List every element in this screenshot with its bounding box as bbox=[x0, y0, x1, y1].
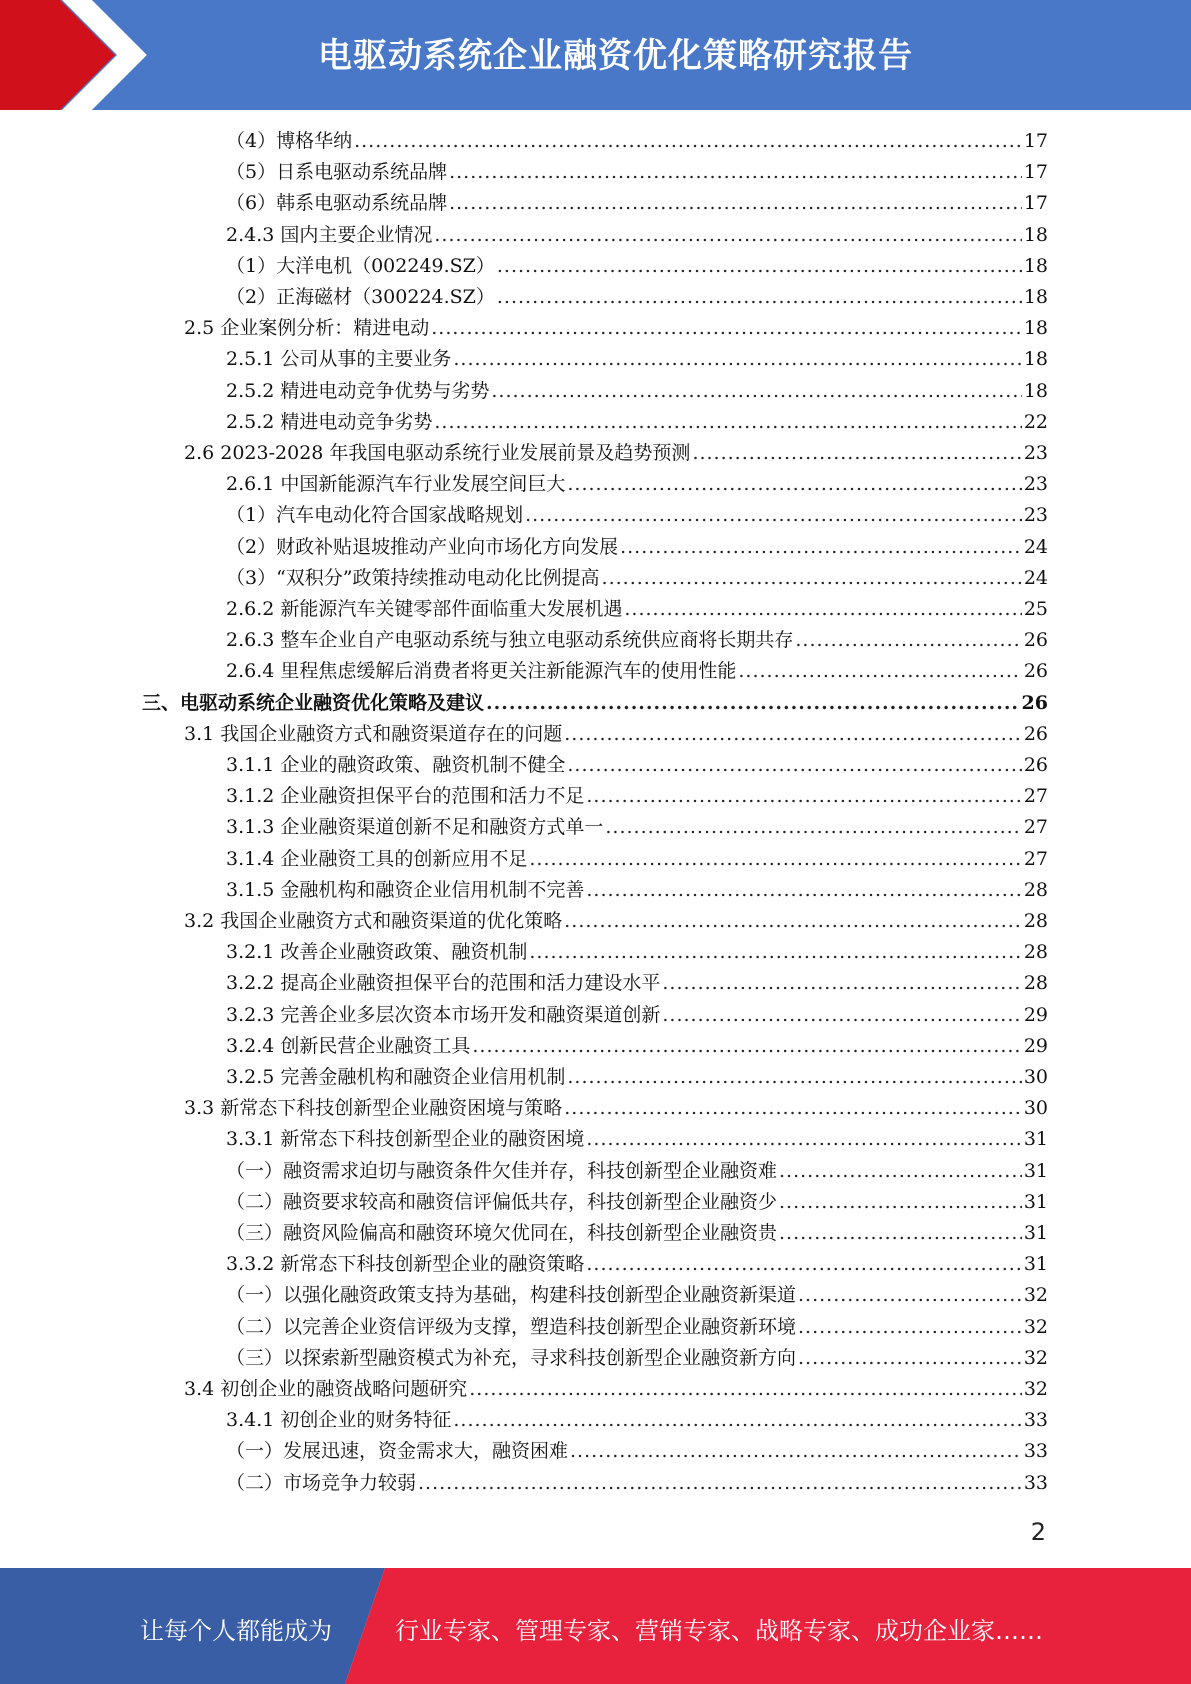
toc-entry[interactable] bbox=[226, 344, 1048, 375]
toc-entry-title: 2.4.3 国内主要企业情况 bbox=[226, 223, 433, 246]
page-header bbox=[0, 0, 1191, 110]
toc-entry-title: 3.3.2 新常态下科技创新型企业的融资策略 bbox=[226, 1253, 585, 1276]
toc-entry-title: 3.2.1 改善企业融资政策、融资机制 bbox=[226, 941, 528, 964]
toc-leader-dots bbox=[662, 1000, 1021, 1031]
toc-entry-title: 3.3 新常态下科技创新型企业融资困境与策略 bbox=[184, 1097, 563, 1120]
toc-entry-page: 26 bbox=[1023, 722, 1048, 745]
toc-entry-title: （一）以强化融资政策支持为基础，构建科技创新型企业融资新渠道 bbox=[226, 1284, 797, 1307]
toc-entry-title: 3.2.2 提高企业融资担保平台的范围和活力建设水平 bbox=[226, 972, 661, 995]
toc-entry[interactable] bbox=[226, 188, 1048, 219]
toc-entry-page: 30 bbox=[1023, 1066, 1048, 1088]
toc-entry-title: 3.1.3 企业融资渠道创新不足和融资方式单一 bbox=[226, 816, 604, 839]
toc-leader-dots bbox=[798, 1280, 1022, 1311]
toc-entry-title: （3）“双积分”政策持续推动电动化比例提高 bbox=[226, 566, 600, 589]
toc-entry-title: （三）融资风险偏高和融资环境欠优同在，科技创新型企业融资贵 bbox=[226, 1222, 778, 1244]
toc-entry-page: 17 bbox=[1023, 130, 1048, 152]
toc-leader-dots bbox=[798, 1343, 1022, 1374]
toc-entry-page: 32 bbox=[1023, 1284, 1048, 1307]
toc-entry-title: 2.5.2 精进电动竞争优势与劣势 bbox=[226, 379, 490, 402]
toc-entry-title: 2.6 2023-2028 年我国电驱动系统行业发展前景及趋势预测 bbox=[184, 442, 691, 464]
toc-leader-dots bbox=[692, 438, 1021, 469]
toc-entry-page: 31 bbox=[1023, 1159, 1048, 1182]
toc-entry-page: 17 bbox=[1023, 161, 1048, 184]
toc-entry-page: 33 bbox=[1023, 1471, 1048, 1494]
toc-entry[interactable] bbox=[226, 1156, 1048, 1187]
toc-entry[interactable] bbox=[184, 906, 1048, 937]
toc-entry-page: 25 bbox=[1023, 598, 1048, 620]
toc-entry[interactable] bbox=[226, 1280, 1048, 1311]
toc-leader-dots bbox=[624, 594, 1021, 625]
toc-entry-page: 32 bbox=[1023, 1346, 1048, 1369]
toc-entry-page: 31 bbox=[1023, 1128, 1048, 1151]
toc-entry-title: 3.1.1 企业的融资政策、融资机制不健全 bbox=[226, 754, 566, 776]
toc-entry-title: （2）财政补贴退坡推动产业向市场化方向发展 bbox=[226, 535, 619, 558]
toc-entry-page: 28 bbox=[1023, 878, 1048, 901]
toc-entry[interactable] bbox=[226, 781, 1048, 812]
toc-leader-dots bbox=[525, 500, 1022, 531]
toc-entry-title: 3.2.3 完善企业多层次资本市场开发和融资渠道创新 bbox=[226, 1003, 661, 1026]
toc-entry-title: 3.4 初创企业的融资战略问题研究 bbox=[184, 1378, 468, 1400]
toc-entry[interactable] bbox=[226, 376, 1048, 407]
toc-entry[interactable] bbox=[226, 1405, 1048, 1436]
toc-entry[interactable] bbox=[184, 719, 1048, 750]
toc-leader-dots bbox=[570, 1436, 1022, 1467]
toc-entry-page: 27 bbox=[1023, 816, 1048, 839]
toc-leader-dots bbox=[620, 532, 1022, 563]
toc-entry-page: 22 bbox=[1023, 410, 1048, 433]
toc-entry-page: 18 bbox=[1023, 348, 1048, 371]
toc-entry-page: 26 bbox=[1023, 754, 1048, 776]
toc-entry[interactable] bbox=[184, 438, 1048, 469]
toc-leader-dots bbox=[738, 656, 1021, 687]
toc-entry-page: 30 bbox=[1023, 1097, 1048, 1120]
toc-entry-title: 2.6.3 整车企业自产电驱动系统与独立电驱动系统供应商将长期共存 bbox=[226, 629, 794, 652]
toc-entry[interactable] bbox=[226, 1031, 1048, 1062]
toc-entry-page: 32 bbox=[1023, 1378, 1048, 1400]
toc-entry-title: 3.1.5 金融机构和融资企业信用机制不完善 bbox=[226, 878, 585, 901]
toc-entry[interactable] bbox=[226, 1436, 1048, 1467]
toc-entry[interactable] bbox=[226, 656, 1048, 687]
toc-entry[interactable] bbox=[226, 563, 1048, 594]
toc-entry-page: 18 bbox=[1023, 379, 1048, 402]
toc-entry-page: 33 bbox=[1023, 1409, 1048, 1432]
toc-entry-title: （2）正海磁材（300224.SZ） bbox=[226, 286, 495, 308]
toc-entry-title: 3.1.2 企业融资担保平台的范围和活力不足 bbox=[226, 785, 585, 808]
toc-entry[interactable] bbox=[184, 1374, 1048, 1405]
toc-leader-dots bbox=[434, 407, 1021, 438]
toc-entry-page: 26 bbox=[1023, 629, 1048, 652]
toc-entry[interactable] bbox=[226, 750, 1048, 781]
toc-entry[interactable] bbox=[226, 625, 1048, 656]
toc-entry[interactable] bbox=[226, 1000, 1048, 1031]
toc-leader-dots bbox=[779, 1187, 1022, 1218]
toc-entry[interactable] bbox=[226, 407, 1048, 438]
toc-leader-dots bbox=[449, 188, 1022, 219]
toc-leader-dots bbox=[529, 844, 1021, 875]
toc-entry[interactable] bbox=[226, 469, 1048, 500]
toc-entry-page: 24 bbox=[1023, 535, 1048, 558]
toc-entry-title: （5）日系电驱动系统品牌 bbox=[226, 161, 448, 184]
footer-slogan-left: 让每个人都能成为 bbox=[140, 1617, 332, 1645]
toc-leader-dots bbox=[491, 376, 1021, 407]
toc-entry-title: （4）博格华纳 bbox=[226, 130, 353, 152]
toc-leader-dots bbox=[662, 968, 1021, 999]
toc-leader-dots bbox=[529, 937, 1021, 968]
toc-leader-dots bbox=[453, 1405, 1021, 1436]
toc-entry-page: 23 bbox=[1023, 504, 1048, 527]
toc-entry-title: （6）韩系电驱动系统品牌 bbox=[226, 192, 448, 215]
toc-entry-page: 26 bbox=[1023, 660, 1048, 683]
toc-entry-page: 23 bbox=[1023, 442, 1048, 464]
toc-entry-title: 2.6.4 里程焦虑缓解后消费者将更关注新能源汽车的使用性能 bbox=[226, 660, 737, 683]
toc-leader-dots bbox=[779, 1218, 1022, 1249]
toc-entry-title: 2.5 企业案例分析：精进电动 bbox=[184, 317, 430, 340]
toc-entry-page: 31 bbox=[1023, 1190, 1048, 1213]
toc-entry-title: 3.2 我国企业融资方式和融资渠道的优化策略 bbox=[184, 910, 563, 932]
toc-entry-page: 18 bbox=[1023, 317, 1048, 340]
toc-entry[interactable] bbox=[226, 1468, 1048, 1499]
page-footer bbox=[0, 1568, 1191, 1684]
toc-leader-dots bbox=[418, 1468, 1022, 1499]
toc-entry[interactable] bbox=[226, 1343, 1048, 1374]
toc-entry-title: 3.1.4 企业融资工具的创新应用不足 bbox=[226, 847, 528, 870]
toc-leader-dots bbox=[605, 812, 1021, 843]
toc-leader-dots bbox=[586, 781, 1021, 812]
toc-entry-title: 2.5.2 精进电动竞争劣势 bbox=[226, 410, 433, 433]
toc-leader-dots bbox=[567, 750, 1021, 781]
toc-entry-page: 26 bbox=[1021, 691, 1048, 714]
toc-entry[interactable] bbox=[226, 251, 1048, 282]
toc-leader-dots bbox=[354, 126, 1022, 157]
toc-entry[interactable] bbox=[226, 1218, 1048, 1249]
toc-leader-dots bbox=[449, 157, 1022, 188]
toc-entry-title: 2.6.1 中国新能源汽车行业发展空间巨大 bbox=[226, 473, 566, 496]
toc-entry-page: 29 bbox=[1023, 1034, 1048, 1057]
toc-leader-dots bbox=[431, 313, 1022, 344]
toc-entry-title: （一）融资需求迫切与融资条件欠佳并存，科技创新型企业融资难 bbox=[226, 1159, 778, 1182]
toc-entry[interactable] bbox=[142, 688, 1048, 719]
toc-leader-dots bbox=[497, 251, 1022, 282]
toc-entry-title: （二）市场竞争力较弱 bbox=[226, 1471, 417, 1494]
toc-entry-page: 28 bbox=[1023, 972, 1048, 995]
toc-entry-page: 23 bbox=[1023, 473, 1048, 496]
report-title: 电驱动系统企业融资优化策略研究报告 bbox=[318, 36, 913, 76]
toc-leader-dots bbox=[567, 469, 1021, 500]
toc-entry[interactable] bbox=[226, 594, 1048, 625]
toc-entry-title: 3.4.1 初创企业的财务特征 bbox=[226, 1409, 452, 1432]
toc-leader-dots bbox=[469, 1374, 1022, 1405]
toc-entry-title: （一）发展迅速，资金需求大，融资困难 bbox=[226, 1440, 569, 1463]
toc-entry-title: 3.1 我国企业融资方式和融资渠道存在的问题 bbox=[184, 722, 563, 745]
toc-entry-page: 33 bbox=[1023, 1440, 1048, 1463]
toc-entry-title: 3.2.4 创新民营企业融资工具 bbox=[226, 1034, 471, 1057]
toc-entry[interactable] bbox=[226, 126, 1048, 157]
toc-entry-page: 18 bbox=[1023, 223, 1048, 246]
toc-entry[interactable] bbox=[226, 1062, 1048, 1093]
toc-entry-page: 27 bbox=[1023, 847, 1048, 870]
toc-leader-dots bbox=[586, 1124, 1021, 1155]
toc-entry-page: 17 bbox=[1023, 192, 1048, 215]
toc-leader-dots bbox=[586, 875, 1021, 906]
page-number: 2 bbox=[1030, 1518, 1046, 1546]
toc-entry[interactable] bbox=[184, 1093, 1048, 1124]
toc-entry-title: 三、电驱动系统企业融资优化策略及建议 bbox=[142, 691, 485, 714]
toc-entry-title: （1）大洋电机（002249.SZ） bbox=[226, 254, 495, 277]
toc-entry[interactable] bbox=[226, 875, 1048, 906]
toc-entry-page: 28 bbox=[1023, 941, 1048, 964]
toc-entry-page: 18 bbox=[1023, 254, 1048, 277]
toc-leader-dots bbox=[795, 625, 1021, 656]
toc-entry[interactable] bbox=[226, 220, 1048, 251]
toc-entry-title: 3.2.5 完善金融机构和融资企业信用机制 bbox=[226, 1066, 566, 1088]
toc-leader-dots bbox=[602, 563, 1022, 594]
toc-leader-dots bbox=[486, 688, 1020, 719]
toc-entry[interactable] bbox=[226, 968, 1048, 999]
toc-entry-page: 24 bbox=[1023, 566, 1048, 589]
toc-leader-dots bbox=[434, 220, 1021, 251]
toc-entry[interactable] bbox=[226, 1124, 1048, 1155]
toc-leader-dots bbox=[453, 344, 1021, 375]
toc-entry[interactable] bbox=[226, 532, 1048, 563]
footer-slogan-right: 行业专家、管理专家、营销专家、战略专家、成功企业家…… bbox=[395, 1617, 1043, 1645]
toc-entry[interactable] bbox=[226, 500, 1048, 531]
toc-leader-dots bbox=[497, 282, 1022, 313]
toc-entry[interactable] bbox=[226, 282, 1048, 313]
toc-entry-page: 27 bbox=[1023, 785, 1048, 808]
toc-entry-title: 2.5.1 公司从事的主要业务 bbox=[226, 348, 452, 371]
toc-entry[interactable] bbox=[226, 937, 1048, 968]
toc-entry-title: （1）汽车电动化符合国家战略规划 bbox=[226, 504, 524, 527]
toc-entry[interactable] bbox=[184, 313, 1048, 344]
toc-entry[interactable] bbox=[226, 812, 1048, 843]
toc-entry[interactable] bbox=[226, 157, 1048, 188]
toc-leader-dots bbox=[564, 719, 1022, 750]
toc-entry[interactable] bbox=[226, 1249, 1048, 1280]
toc-entry-page: 18 bbox=[1023, 286, 1048, 308]
toc-leader-dots bbox=[798, 1312, 1022, 1343]
toc-leader-dots bbox=[564, 1093, 1022, 1124]
toc-entry-title: （二）以完善企业资信评级为支撑，塑造科技创新型企业融资新环境 bbox=[226, 1315, 797, 1338]
toc-entry-page: 28 bbox=[1023, 910, 1048, 932]
toc-leader-dots bbox=[779, 1156, 1022, 1187]
toc-leader-dots bbox=[564, 906, 1022, 937]
toc-entry[interactable] bbox=[226, 1187, 1048, 1218]
toc-entry-title: （二）融资要求较高和融资信评偏低共存，科技创新型企业融资少 bbox=[226, 1190, 778, 1213]
toc-entry-title: （三）以探索新型融资模式为补充，寻求科技创新型企业融资新方向 bbox=[226, 1346, 797, 1369]
toc-leader-dots bbox=[567, 1062, 1021, 1093]
toc-leader-dots bbox=[472, 1031, 1021, 1062]
toc-entry-title: 2.6.2 新能源汽车关键零部件面临重大发展机遇 bbox=[226, 598, 623, 620]
toc-entry-page: 29 bbox=[1023, 1003, 1048, 1026]
toc-entry[interactable] bbox=[226, 844, 1048, 875]
toc-entry-page: 31 bbox=[1023, 1222, 1048, 1244]
toc-entry[interactable] bbox=[226, 1312, 1048, 1343]
toc-entry-title: 3.3.1 新常态下科技创新型企业的融资困境 bbox=[226, 1128, 585, 1151]
toc-leader-dots bbox=[586, 1249, 1021, 1280]
toc-entry-page: 31 bbox=[1023, 1253, 1048, 1276]
toc-entry-page: 32 bbox=[1023, 1315, 1048, 1338]
